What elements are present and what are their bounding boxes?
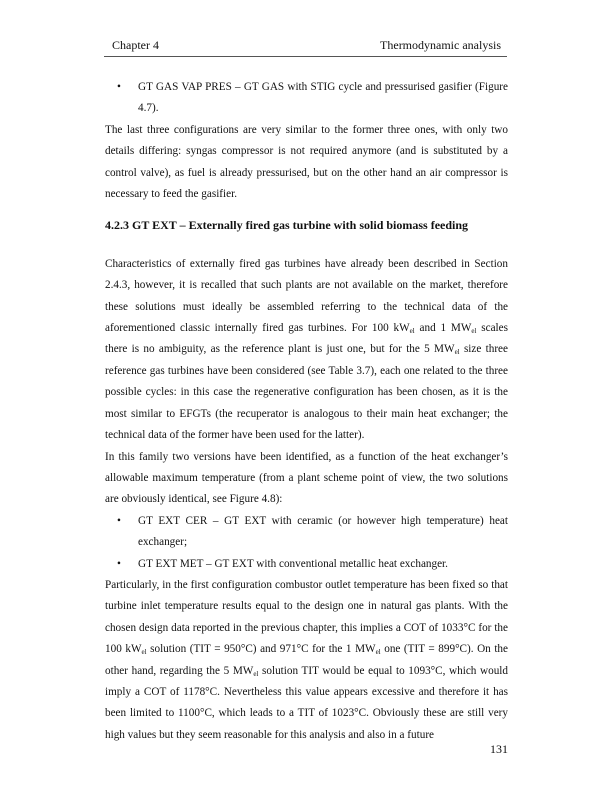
- bullet-icon: •: [117, 514, 121, 527]
- bullet-text: GT GAS VAP PRES – GT GAS with STIG cycle and pressurised gasifier (Figure 4.7).: [138, 81, 508, 115]
- text-run: Particularly, in the first configuration combustor outlet temperature has been fixed so that turbine inlet temperature results equal to the design one in natural gas plants. With the chosen design data reported in the previous chapter, this implies a COT of 1033°C for the 100 kW: [105, 578, 508, 656]
- paragraph: [105, 575, 508, 746]
- page-body: [105, 77, 508, 746]
- text-run: scales there is no ambiguity, as the reference plant is just one, but for the 5 MW: [105, 322, 508, 356]
- text-run: and 1 MW: [414, 322, 472, 335]
- text-run: Characteristics of externally fired gas turbines have already been described in Section 2.4.3, however, it is recalled that such plants are not available on the market, therefore these solutions must ideally be assembled referring to the technical data of the aforementioned classic internally fired gas turbines. For 100 kW: [105, 257, 508, 335]
- text-run: size three reference gas turbines have been considered (see Table 3.7), each one related to the three possible cycles: in this case the regenerative configuration has been chosen, as it is the most similar to EFGTs (the recuperator is analogous to their main heat exchanger; the technical data of the former have been used for the latter).: [105, 343, 508, 442]
- text-run: solution TIT would be equal to 1093°C, which would imply a COT of 1178°C. Nevertheless this value appears excessive and therefore it has been limited to 1100°C, which leads to a TIT of 1023°C. Obviously these are still very high values but they seem reasonable for this analysis and also in a future: [105, 664, 508, 741]
- page-number: 131: [490, 742, 508, 756]
- bullet-item: [105, 77, 508, 120]
- paragraph: In this family two versions have been identified, as a function of the heat exchanger’s allowable maximum temperature (from a plant scheme point of view, the two solutions are obviously identical, see Figure 4.8):: [105, 450, 508, 506]
- paragraph: The last three configurations are very similar to the former three ones, with only two details differing: syngas compressor is not required anymore (and is substituted by a control valve), as fuel is already pressurised, but on the other hand an air compressor is necessary to feed the gasifier.: [105, 123, 508, 201]
- page-header: [104, 38, 507, 57]
- bullet-icon: •: [117, 557, 121, 570]
- bullet-text: GT EXT MET – GT EXT with conventional metallic heat exchanger.: [138, 557, 448, 570]
- paragraph: [105, 254, 508, 447]
- subscript: el: [409, 327, 415, 336]
- bullet-text: GT EXT CER – GT EXT with ceramic (or however high temperature) heat exchanger;: [138, 514, 508, 549]
- bullet-item: [105, 511, 508, 554]
- chapter-title: Thermodynamic analysis: [380, 38, 501, 52]
- subscript: el: [375, 648, 381, 657]
- chapter-label: Chapter 4: [112, 38, 159, 52]
- subscript: el: [253, 669, 259, 678]
- section-heading: 4.2.3 GT EXT – Externally fired gas turbine with solid biomass feeding: [105, 218, 469, 233]
- subscript: el: [141, 648, 147, 657]
- text-run: one (TIT = 899°C). On the other hand, regarding the 5 MW: [105, 643, 508, 677]
- subscript: el: [471, 327, 477, 336]
- bullet-icon: •: [117, 81, 121, 93]
- bullet-item: [105, 554, 508, 575]
- subscript: el: [454, 348, 460, 357]
- text-run: solution (TIT = 950°C) and 971°C for the 1 MW: [146, 643, 376, 656]
